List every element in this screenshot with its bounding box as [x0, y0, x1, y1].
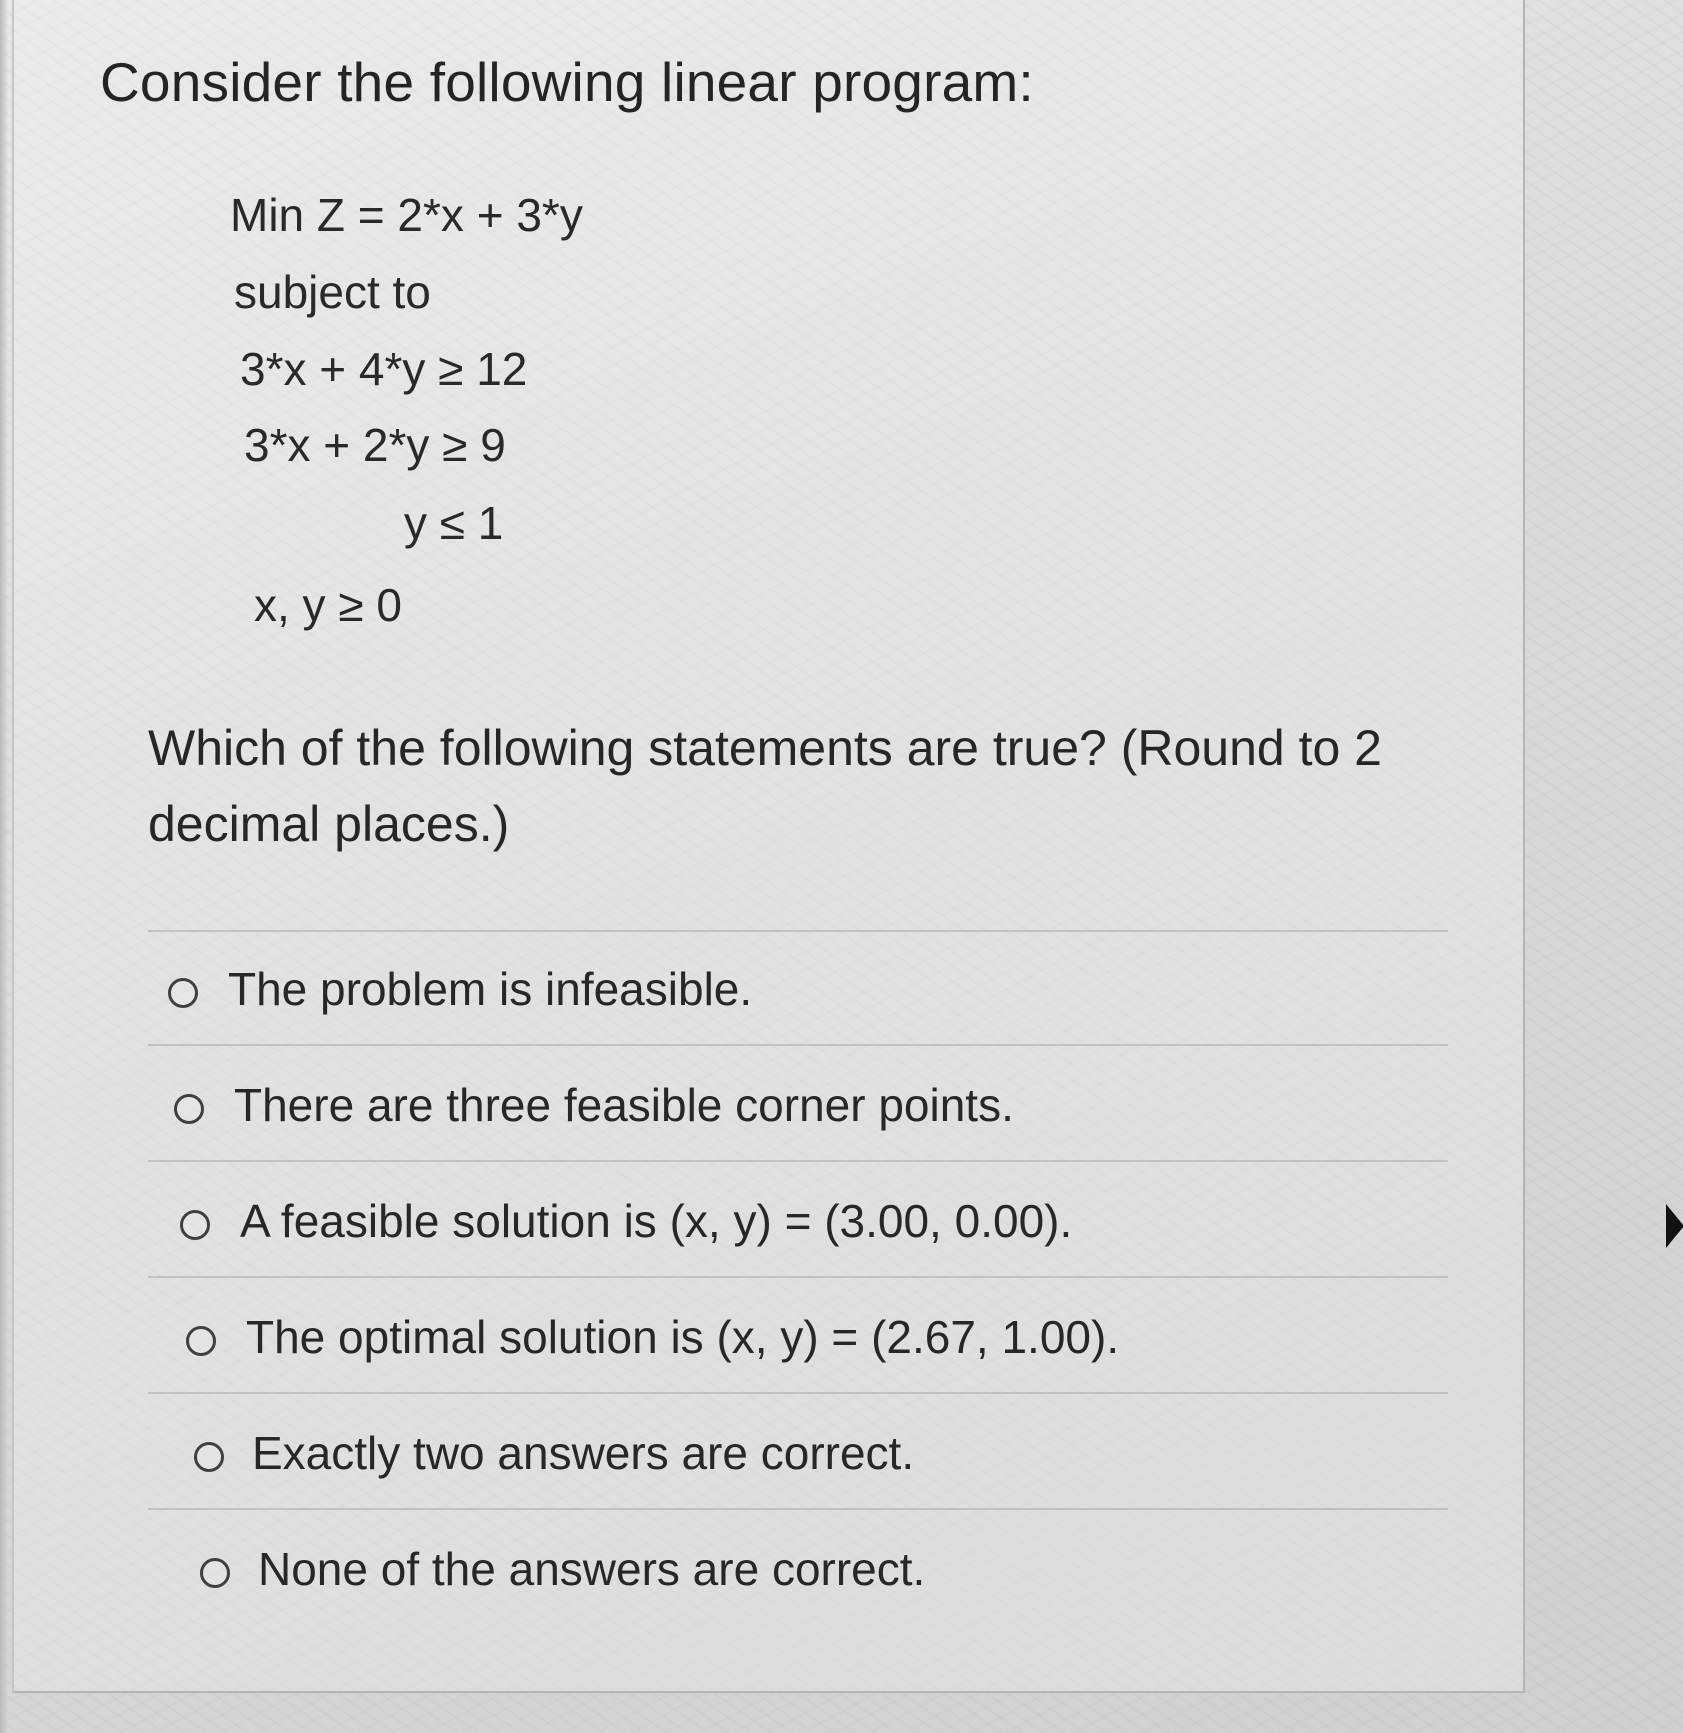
answer-option-label: A feasible solution is (x, y) = (3.00, 0.00). [240, 1195, 1073, 1247]
answer-option-label: The optimal solution is (x, y) = (2.67, 1.00). [246, 1311, 1120, 1363]
question-prompt: Which of the following statements are true? (Round to 2 decimal places.) [148, 720, 1382, 852]
radio-button[interactable] [180, 1210, 210, 1240]
constraint-2: 3*x + 2*y ≥ 9 [244, 419, 506, 471]
radio-button[interactable] [186, 1326, 216, 1356]
constraint-3: y ≤ 1 [404, 497, 504, 549]
constraint-1: 3*x + 4*y ≥ 12 [240, 343, 528, 395]
answer-option-label: There are three feasible corner points. [234, 1079, 1014, 1131]
answer-option-3[interactable] [148, 1162, 1448, 1278]
radio-button[interactable] [194, 1442, 224, 1472]
answer-option-2[interactable] [148, 1046, 1448, 1162]
answer-option-1[interactable] [148, 930, 1448, 1046]
non-negativity-constraint: x, y ≥ 0 [254, 579, 402, 631]
objective-function: Min Z = 2*x + 3*y [230, 189, 583, 241]
question-stem: Consider the following linear program: [100, 51, 1034, 113]
radio-button[interactable] [200, 1558, 230, 1588]
answer-option-4[interactable] [148, 1278, 1448, 1394]
answer-option-label: The problem is infeasible. [228, 963, 753, 1015]
answer-option-6[interactable] [148, 1510, 1448, 1626]
radio-button[interactable] [168, 978, 198, 1008]
answer-option-5[interactable] [148, 1394, 1448, 1510]
mouse-cursor-icon [1666, 1204, 1683, 1248]
answer-option-label: Exactly two answers are correct. [252, 1427, 915, 1479]
radio-button[interactable] [174, 1094, 204, 1124]
screen-edge [0, 0, 8, 1733]
subject-to-label: subject to [234, 266, 431, 318]
answer-option-label: None of the answers are correct. [258, 1543, 926, 1595]
